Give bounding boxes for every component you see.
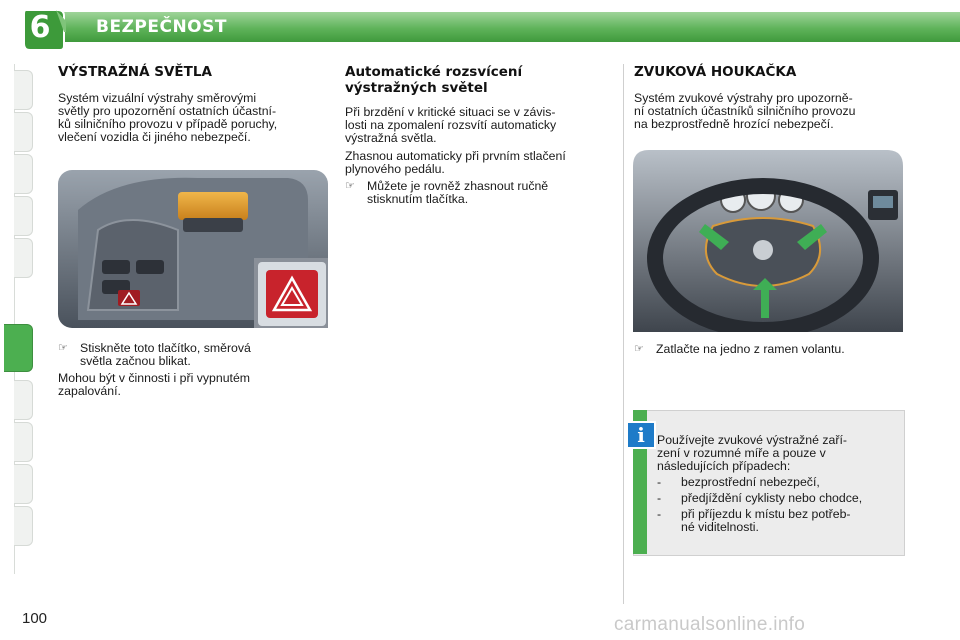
info-list-item: - při příjezdu k místu bez potřeb- né viditelnosti.	[657, 507, 851, 534]
steering-wheel-illustration	[633, 150, 903, 332]
hazard-button-illustration	[58, 170, 328, 328]
chapter-tab[interactable]	[14, 464, 33, 504]
hazard-lights-intro: Systém vizuální výstrahy směrovými světly pro upozornění ostatních účastní- ků silničního provozu v případě poruchy, vlečení vozidla či jiného nebezpečí.	[58, 91, 278, 144]
horn-press-bullet: ☞ Zatlačte na jedno z ramen volantu.	[634, 342, 845, 356]
chapter-tab[interactable]	[14, 380, 33, 420]
column-divider	[623, 64, 624, 604]
info-icon: i	[626, 421, 656, 449]
info-text	[657, 434, 897, 534]
horn-heading: ZVUKOVÁ HOUKAČKA	[634, 64, 797, 80]
horn-instruction	[634, 343, 906, 356]
page-number: 100	[22, 610, 48, 627]
chapter-tabs	[0, 64, 34, 576]
page-header	[0, 0, 960, 52]
chapter-tab[interactable]	[14, 506, 33, 546]
auto-hazard-para1: Při brzdění v kritické situaci se v závis- losti na zpomalení rozsvítí automaticky výstražná světla.	[345, 105, 557, 145]
hazard-press-bullet: ☞ Stiskněte toto tlačítko, směrová světla začnou blikat.	[58, 341, 251, 368]
chapter-tab[interactable]	[14, 196, 33, 236]
chapter-tab-active[interactable]	[4, 324, 33, 372]
chapter-tab[interactable]	[14, 112, 33, 152]
chapter-number: 6	[29, 10, 51, 45]
hazard-ignition-note: Mohou být v činnosti i při vypnutém zapalování.	[58, 371, 251, 398]
chapter-tab[interactable]	[14, 238, 33, 278]
horn-intro: Systém zvukové výstrahy pro upozorně- ní ostatních účastníků silničního provozu na bezprostředně hrozící nebezpečí.	[634, 91, 856, 131]
info-intro: Používejte zvukové výstražné zaří- zení v rozumné míře a pouze v následujících případech:	[657, 433, 847, 473]
section-title: BEZPEČNOST	[96, 17, 227, 37]
chapter-tab[interactable]	[14, 70, 33, 110]
info-list-item: - bezprostřední nebezpečí,	[657, 475, 820, 489]
auto-hazard-para2: Zhasnou automaticky při prvním stlačení plynového pedálu.	[345, 149, 566, 176]
horn-column	[634, 64, 906, 131]
pointing-hand-icon: ☞	[58, 342, 68, 354]
chapter-tab[interactable]	[14, 154, 33, 194]
hazard-lights-column	[58, 64, 328, 144]
hazard-lights-instructions	[58, 342, 328, 398]
watermark: carmanualsonline.info	[614, 614, 806, 635]
pointing-hand-icon: ☞	[345, 180, 355, 192]
pointing-hand-icon: ☞	[634, 343, 644, 355]
auto-hazard-column	[345, 64, 615, 206]
info-list-item: - předjíždění cyklisty nebo chodce,	[657, 491, 863, 505]
auto-hazard-heading: Automatické rozsvícení výstražných světel	[345, 64, 523, 96]
chapter-tab[interactable]	[14, 422, 33, 462]
hazard-lights-heading: VÝSTRAŽNÁ SVĚTLA	[58, 64, 212, 80]
auto-hazard-bullet: ☞ Můžete je rovněž zhasnout ručně stisknutím tlačítka.	[345, 179, 549, 206]
